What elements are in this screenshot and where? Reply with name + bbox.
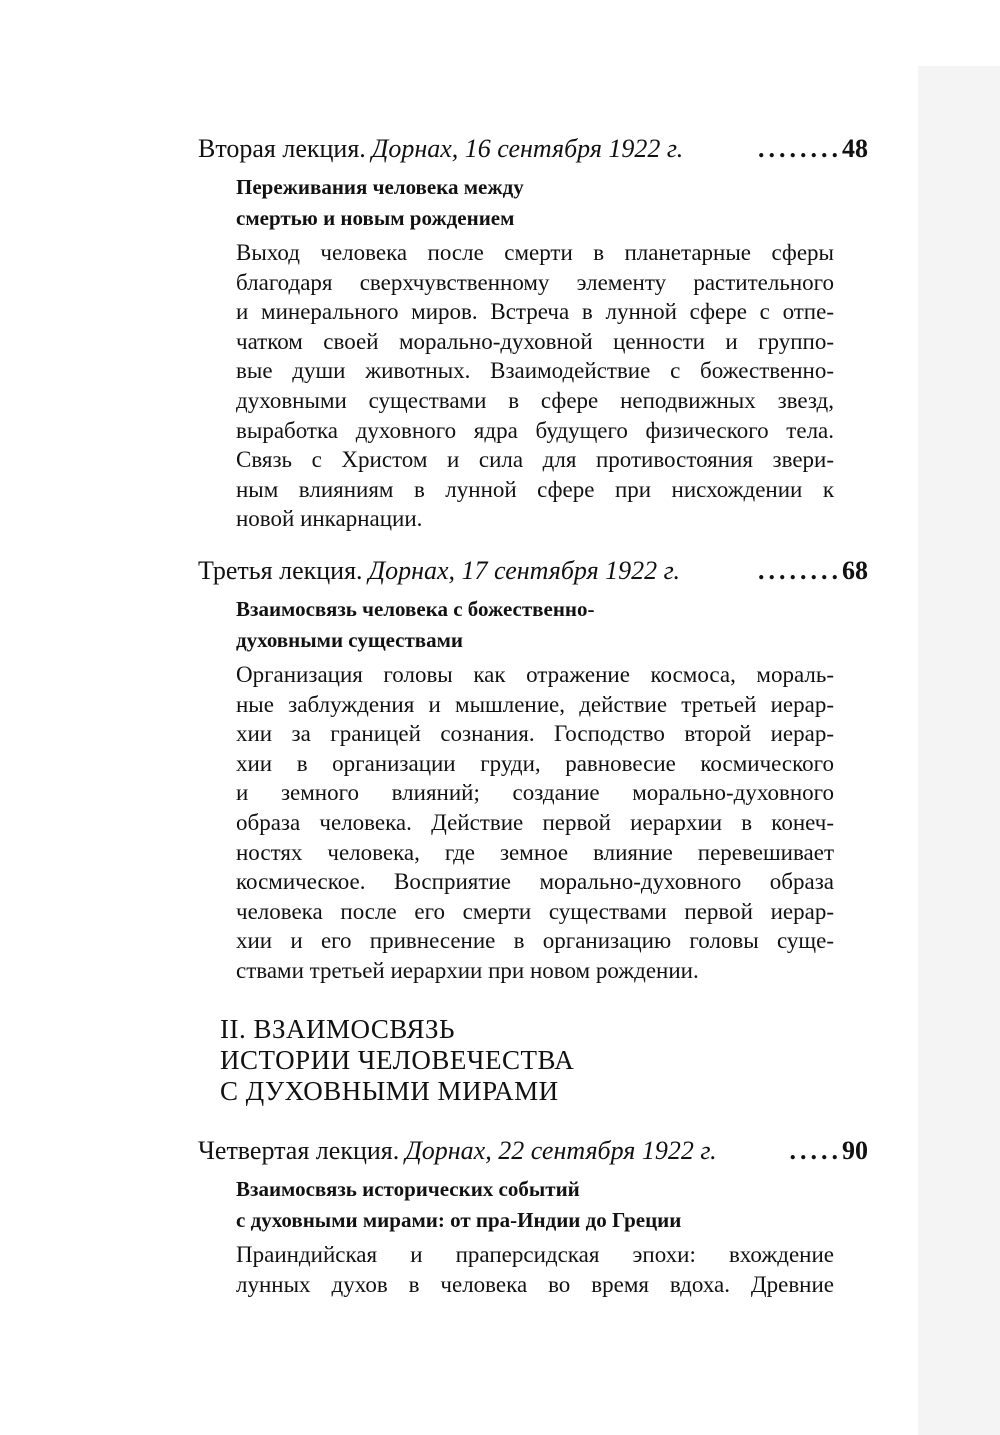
subtitle-line: духовными существами [236, 628, 464, 652]
description-line: образа человека. Действие первой иерархии в конеч- [236, 809, 834, 835]
lecture-title: Четвертая лекция. [198, 1136, 400, 1165]
lecture-subtitle [236, 1174, 856, 1236]
leader-dots: ..... [789, 1136, 842, 1165]
description-line: Организация головы как отражение космоса, мораль- [236, 662, 834, 687]
description-line: чатком своей морально-духовной ценности и группо- [236, 328, 834, 354]
subtitle-line: с духовными мирами: от пра-Индии до Греции [236, 1208, 682, 1232]
lecture-title: Вторая лекция. [198, 134, 366, 163]
description-line: космическое. Восприятие морально-духовного образа [236, 869, 834, 895]
page-number: 48 [842, 134, 868, 163]
description-line: хии в организации груди, равновесие космического [236, 750, 834, 776]
description-line: вые души животных. Взаимодействие с божественно- [236, 358, 834, 384]
description-line: хии за границей сознания. Господство второй иерар- [236, 721, 834, 747]
description-line: ные заблуждения и мышление, действие третьей иерар- [236, 691, 834, 717]
section-heading-line: II. ВЗАИМОСВЯЗЬ [220, 1014, 456, 1044]
lecture-description [236, 238, 834, 534]
section-heading-line: С ДУХОВНЫМИ МИРАМИ [220, 1076, 559, 1106]
description-line: выработка духовного ядра будущего физического тела. [236, 417, 834, 443]
description-line: новой инкарнации. [236, 506, 423, 532]
description-line: благодаря сверхчувственному элементу растительного [236, 269, 834, 295]
lecture-place-date: Дорнах, 22 сентября 1922 г. [405, 1136, 717, 1165]
page-number: 90 [842, 1136, 868, 1165]
lecture-description [236, 660, 834, 986]
description-line: Связь с Христом и сила для противостояния звери- [236, 447, 834, 473]
lecture-title: Третья лекция. [198, 556, 363, 585]
description-line: и земного влияний; создание морально-духовного [236, 780, 834, 806]
lecture-description [236, 1240, 834, 1299]
description-line: хии и его привнесение в организацию головы суще- [236, 928, 834, 954]
page-number: 68 [842, 556, 868, 585]
leader-dots: ........ [758, 556, 842, 585]
description-line: Праиндийская и праперсидская эпохи: вхождение [236, 1242, 834, 1267]
description-line: ностях человека, где земное влияние перевешивает [236, 839, 834, 865]
lecture-subtitle [236, 594, 836, 656]
subtitle-line: Переживания человека между [236, 175, 524, 199]
toc-entry-lecture-2[interactable] [198, 134, 868, 170]
lecture-subtitle [236, 172, 836, 234]
description-line: человека после его смерти существами первой иерар- [236, 898, 834, 924]
toc-entry-lecture-4[interactable] [198, 1136, 868, 1172]
description-line: лунных духов в человека во время вдоха. Древние [236, 1271, 834, 1297]
subtitle-line: смертью и новым рождением [236, 206, 515, 230]
description-line: Выход человека после смерти в планетарные сферы [236, 240, 834, 265]
description-line: и минерального миров. Встреча в лунной сфере с отпе- [236, 299, 834, 325]
lecture-place-date: Дорнах, 16 сентября 1922 г. [371, 134, 684, 163]
subtitle-line: Взаимосвязь человека с божественно- [236, 597, 595, 621]
description-line: ным влияниям в лунной сфере при нисхождении к [236, 476, 834, 502]
leader-dots: ........ [758, 134, 842, 163]
lecture-place-date: Дорнах, 17 сентября 1922 г. [368, 556, 680, 585]
description-line: ствами третьей иерархии при новом рождении. [236, 957, 699, 983]
description-line: духовными существами в сфере неподвижных звезд, [236, 387, 834, 413]
subtitle-line: Взаимосвязь исторических событий [236, 1177, 580, 1201]
section-heading [220, 1014, 820, 1107]
section-heading-line: ИСТОРИИ ЧЕЛОВЕЧЕСТВА [220, 1045, 575, 1075]
toc-entry-lecture-3[interactable] [198, 556, 868, 592]
